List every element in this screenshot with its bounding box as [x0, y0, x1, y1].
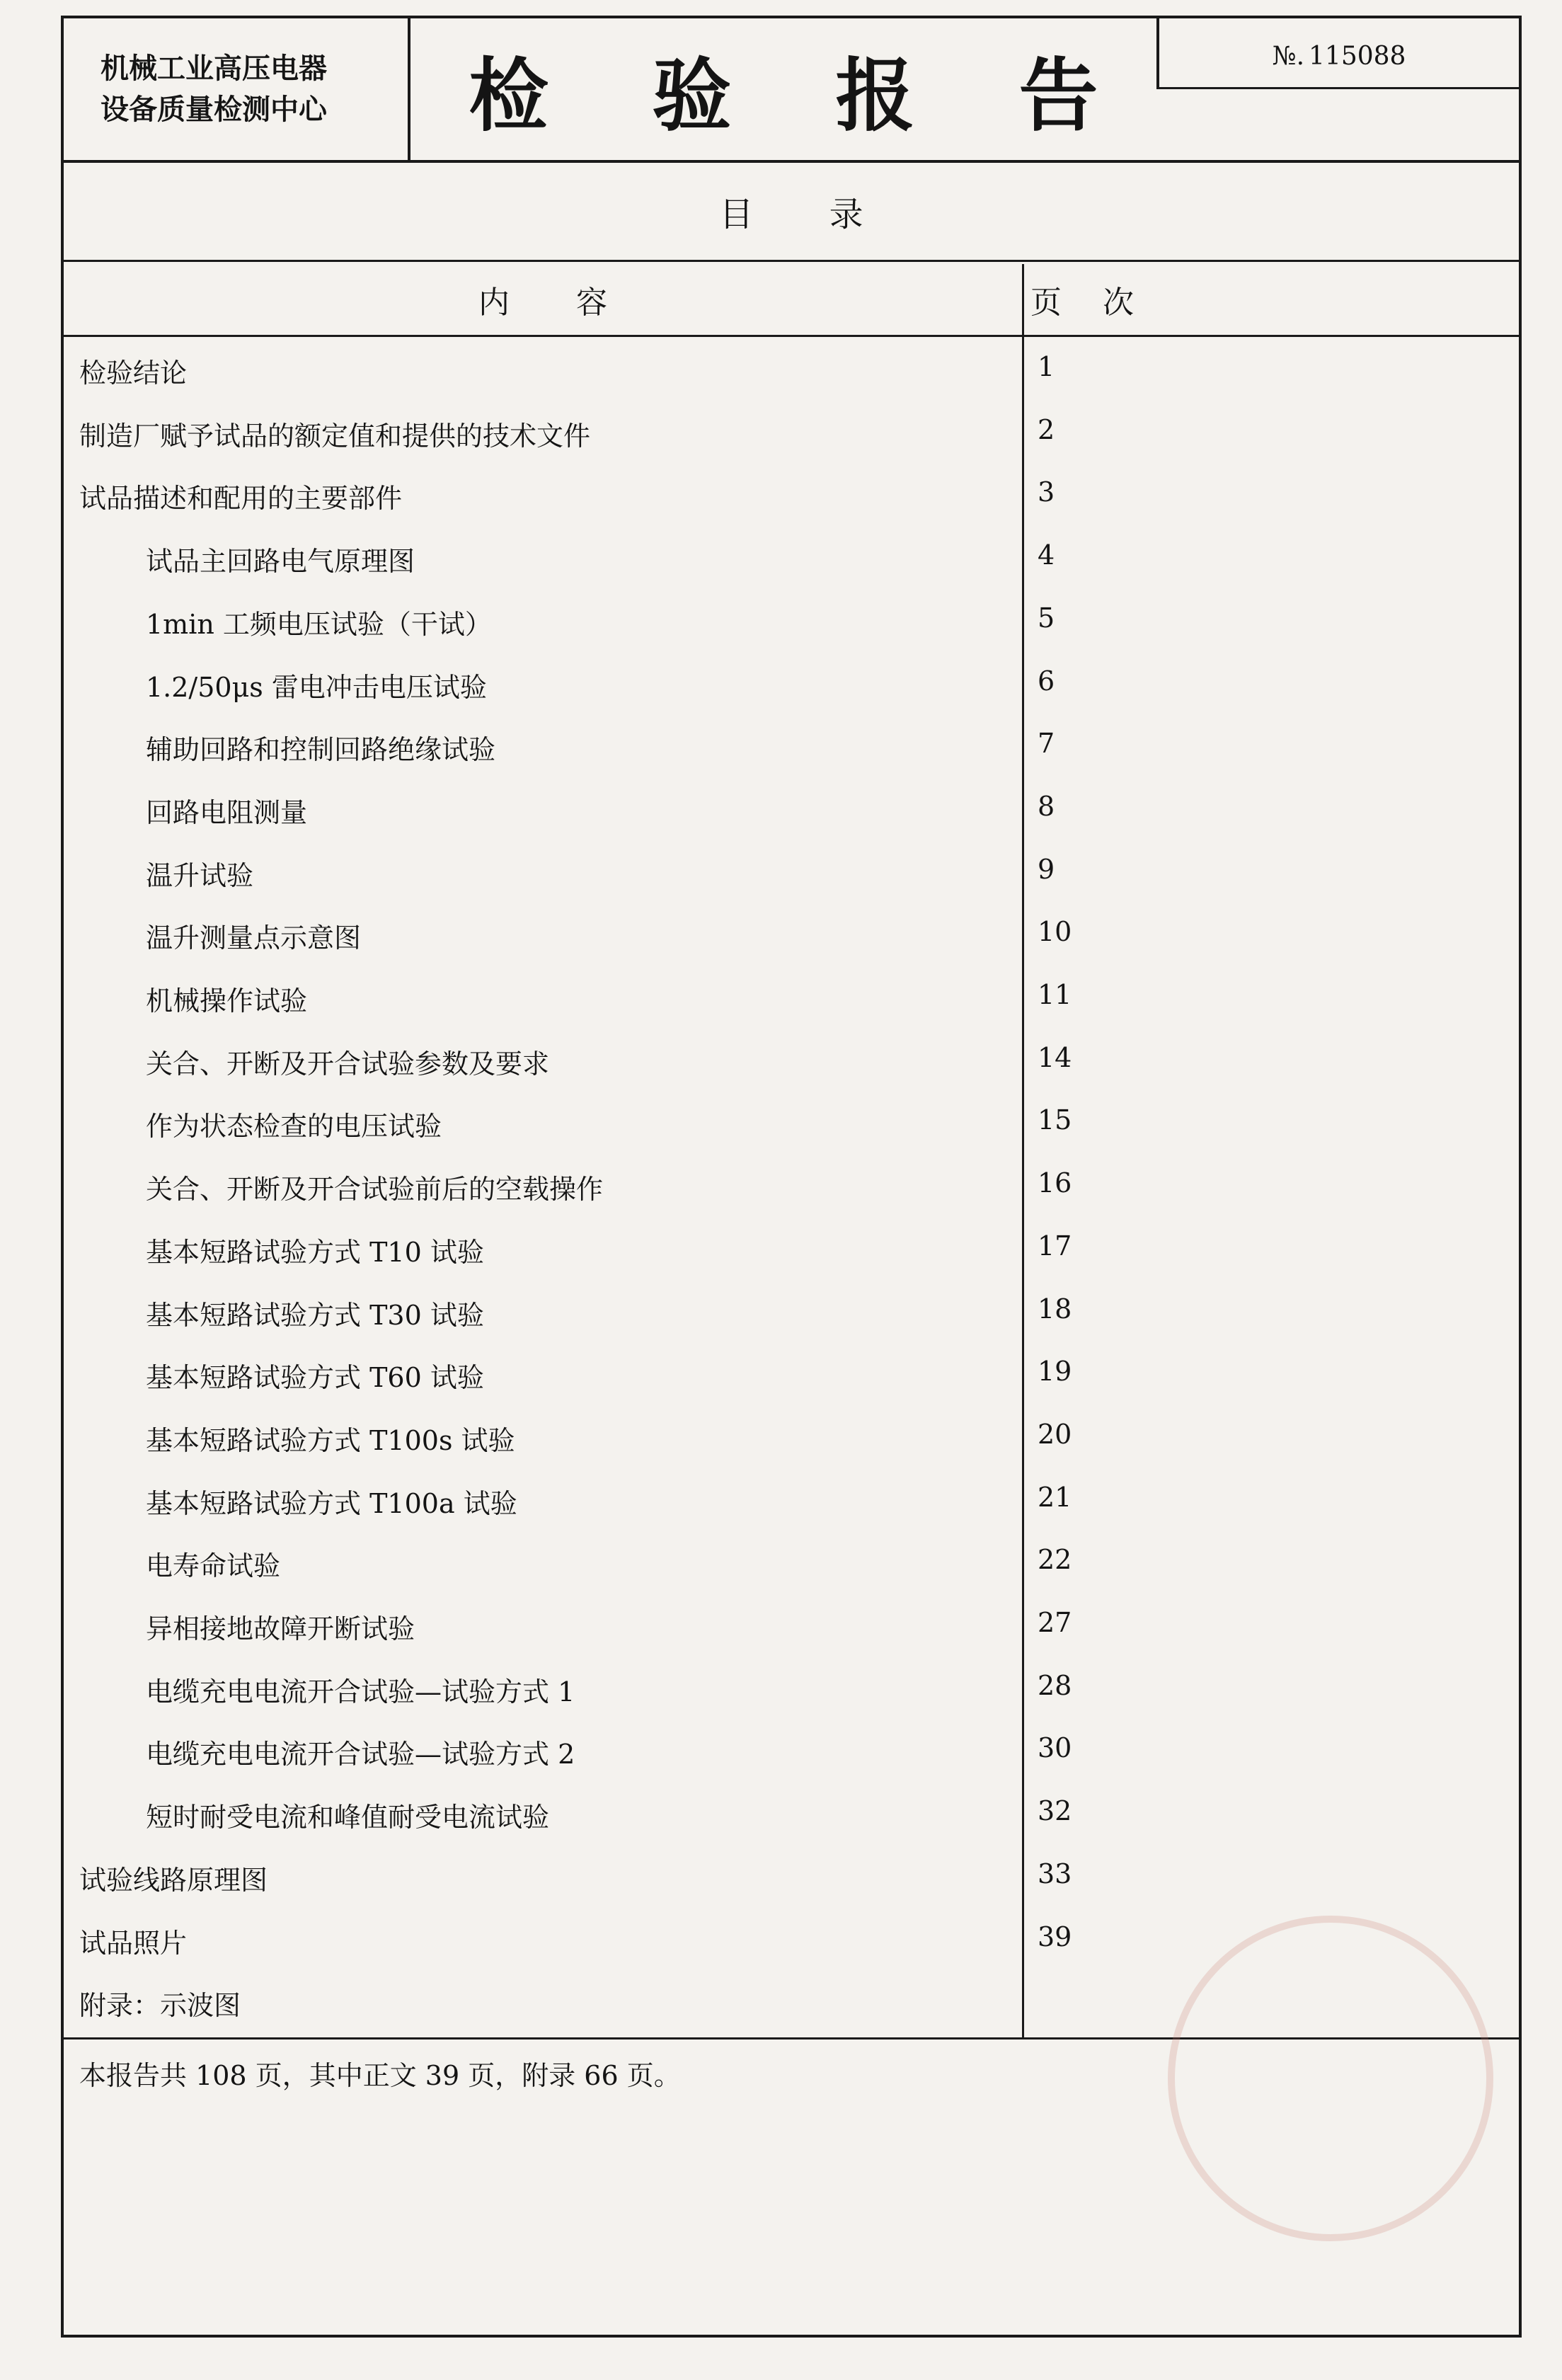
toc-entry — [64, 525, 1519, 582]
toc-entry-title: 辅助回路和控制回路绝缘试验 — [146, 734, 496, 765]
table-header — [64, 264, 1519, 337]
toc-entry — [64, 1844, 1519, 1901]
report-frame — [61, 16, 1522, 2338]
org-line-1: 机械工业高压电器 — [101, 52, 327, 85]
toc-entry-title: 回路电阻测量 — [146, 797, 308, 828]
toc-entry — [64, 902, 1519, 959]
toc-entry-title: 基本短路试验方式 T100s 试验 — [146, 1425, 515, 1456]
toc-entry-title: 1.2/50μs 雷电冲击电压试验 — [146, 672, 487, 703]
toc-entry — [64, 1279, 1519, 1336]
toc-entry-page: 32 — [1038, 1795, 1072, 1826]
toc-entry-page: 6 — [1038, 665, 1055, 697]
toc-entry-title: 作为状态检查的电压试验 — [146, 1111, 442, 1142]
issuing-organization — [64, 18, 410, 160]
toc-entry-page: 2 — [1038, 414, 1055, 445]
toc-entry-page: 3 — [1038, 476, 1055, 508]
toc-entry-title: 温升测量点示意图 — [146, 922, 362, 954]
toc-entry — [64, 1216, 1519, 1273]
toc-entry-title: 基本短路试验方式 T10 试验 — [146, 1237, 484, 1268]
toc-entry — [64, 1781, 1519, 1838]
toc-entry-title: 附录：示波图 — [79, 1990, 241, 2021]
toc-entry — [64, 1718, 1519, 1775]
toc-entry-page: 4 — [1038, 539, 1055, 571]
toc-entry-title: 关合、开断及开合试验前后的空载操作 — [146, 1174, 604, 1205]
toc-entry — [64, 462, 1519, 519]
toc-entry-page: 16 — [1038, 1167, 1072, 1198]
toc-entry-page: 10 — [1038, 916, 1072, 947]
toc-entry — [64, 1090, 1519, 1147]
toc-entry-page: 20 — [1038, 1419, 1072, 1450]
toc-entry-page: 5 — [1038, 602, 1055, 634]
toc-entry — [64, 965, 1519, 1022]
toc-entry-title: 基本短路试验方式 T30 试验 — [146, 1300, 484, 1331]
toc-entry-title: 温升试验 — [146, 860, 254, 891]
toc-entry-page: 21 — [1038, 1482, 1072, 1513]
toc-entry-page: 30 — [1038, 1732, 1072, 1763]
toc-entry-title: 检验结论 — [79, 357, 188, 389]
toc-entry-title: 异相接地故障开断试验 — [146, 1613, 415, 1644]
toc-entry-page: 9 — [1038, 854, 1055, 885]
toc-entry-page: 1 — [1038, 351, 1055, 382]
toc-entry-page: 8 — [1038, 791, 1055, 822]
section-title: 目 录 — [64, 163, 1519, 262]
toc-entry-title: 基本短路试验方式 T60 试验 — [146, 1362, 484, 1393]
toc-entry — [64, 1593, 1519, 1649]
report-number-label: №. — [1272, 42, 1305, 71]
toc-entry — [64, 1341, 1519, 1398]
toc-entry-page: 33 — [1038, 1858, 1072, 1889]
toc-entry — [64, 651, 1519, 708]
org-line-2: 设备质量检测中心 — [101, 93, 327, 126]
toc-entry-page: 11 — [1038, 979, 1072, 1010]
toc-entry-title: 短时耐受电流和峰值耐受电流试验 — [146, 1802, 550, 1833]
toc-entry — [64, 1530, 1519, 1586]
report-header — [64, 18, 1519, 163]
toc-entry — [64, 1468, 1519, 1524]
toc-entry-page: 39 — [1038, 1921, 1072, 1952]
toc-entry-title: 电缆充电电流开合试验—试验方式 2 — [146, 1739, 575, 1770]
toc-entry — [64, 1153, 1519, 1210]
toc-entry-title: 机械操作试验 — [146, 985, 308, 1017]
toc-entry-title: 电缆充电电流开合试验—试验方式 1 — [146, 1676, 575, 1707]
toc-entry-title: 基本短路试验方式 T100a 试验 — [146, 1488, 517, 1519]
toc-entry — [64, 400, 1519, 457]
toc-entry-title: 电寿命试验 — [146, 1550, 281, 1581]
toc-entry-page: 28 — [1038, 1670, 1072, 1701]
toc-entry-title: 试验线路原理图 — [79, 1865, 268, 1896]
stamp-seal-ghost — [1168, 1916, 1493, 2241]
toc-entry-page: 17 — [1038, 1230, 1072, 1261]
toc-entry — [64, 337, 1519, 394]
toc-entry — [64, 588, 1519, 645]
toc-entry-page: 15 — [1038, 1104, 1072, 1135]
toc-entry — [64, 1404, 1519, 1461]
report-number-box — [1156, 18, 1519, 89]
toc-entry — [64, 714, 1519, 770]
toc-entry — [64, 777, 1519, 833]
report-title: 检 验 报 告 — [469, 50, 1137, 142]
column-header-page: 页 次 — [1030, 285, 1149, 321]
toc-entry-title: 试品照片 — [79, 1928, 188, 1959]
toc-entry-page: 19 — [1038, 1356, 1072, 1387]
toc-entry-title: 1min 工频电压试验（干试） — [146, 609, 492, 640]
column-header-content: 内 容 — [478, 285, 636, 321]
toc-entry-page: 22 — [1038, 1544, 1072, 1575]
report-number: 115088 — [1309, 42, 1406, 71]
toc-entry-page: 7 — [1038, 728, 1055, 759]
toc-entry-page: 14 — [1038, 1042, 1072, 1073]
toc-entry-page: 18 — [1038, 1293, 1072, 1325]
toc-entry — [64, 1656, 1519, 1712]
toc-entry-page: 27 — [1038, 1607, 1072, 1638]
toc-entry-title: 试品描述和配用的主要部件 — [79, 483, 403, 514]
report-summary: 本报告共 108 页，其中正文 39 页，附录 66 页。 — [79, 2060, 681, 2091]
toc-entry-title: 试品主回路电气原理图 — [146, 546, 415, 577]
toc-entry — [64, 1028, 1519, 1085]
toc-entry-title: 制造厂赋予试品的额定值和提供的技术文件 — [79, 420, 591, 452]
toc-entry-title: 关合、开断及开合试验参数及要求 — [146, 1048, 550, 1080]
toc-entry — [64, 840, 1519, 896]
